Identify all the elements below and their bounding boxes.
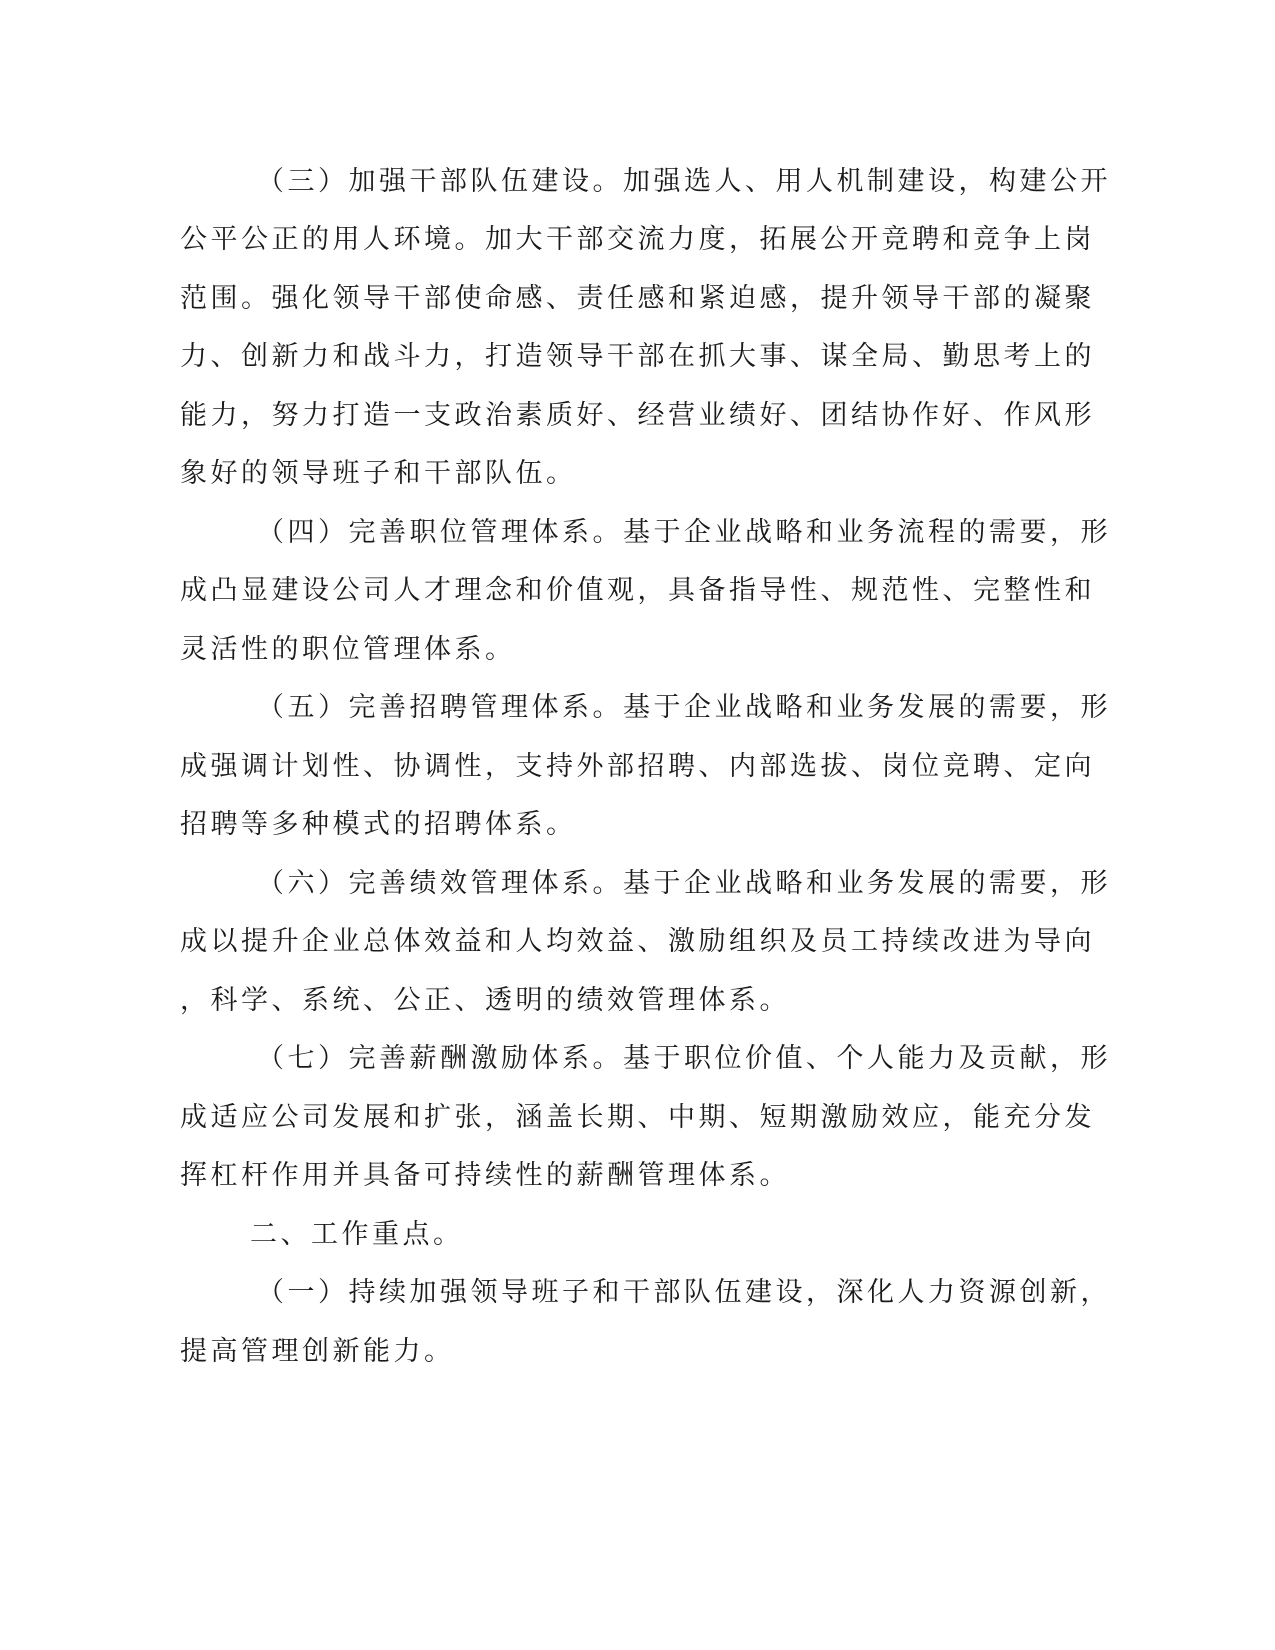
text-line-1 bbox=[0, 152, 1275, 212]
text-line-16-content: （七）完善薪酬激励体系。基于职位价值、个人能力及贡献，形 bbox=[257, 1043, 1111, 1074]
text-line-7 bbox=[0, 503, 1275, 563]
text-line-3 bbox=[0, 269, 1275, 329]
text-line-14 bbox=[0, 912, 1275, 972]
text-line-8-content: 成凸显建设公司人才理念和价值观，具备指导性、规范性、完整性和 bbox=[180, 575, 1095, 606]
text-line-19-content: 二、工作重点。 bbox=[250, 1219, 464, 1250]
text-line-19 bbox=[0, 1205, 1275, 1265]
text-line-17-content: 成适应公司发展和扩张，涵盖长期、中期、短期激励效应，能充分发 bbox=[180, 1102, 1095, 1133]
text-line-13 bbox=[0, 854, 1275, 914]
text-line-11-content: 成强调计划性、协调性，支持外部招聘、内部选拔、岗位竞聘、定向 bbox=[180, 751, 1095, 782]
text-line-11 bbox=[0, 737, 1275, 797]
text-line-18 bbox=[0, 1146, 1275, 1206]
text-line-14-content: 成以提升企业总体效益和人均效益、激励组织及员工持续改进为导向 bbox=[180, 926, 1095, 957]
text-line-20 bbox=[0, 1263, 1275, 1323]
text-line-10 bbox=[0, 678, 1275, 738]
text-line-3-content: 范围。强化领导干部使命感、责任感和紧迫感，提升领导干部的凝聚 bbox=[180, 283, 1095, 314]
text-line-20-content: （一）持续加强领导班子和干部队伍建设，深化人力资源创新， bbox=[257, 1277, 1111, 1308]
text-line-4 bbox=[0, 327, 1275, 387]
text-line-6-content: 象好的领导班子和干部队伍。 bbox=[180, 458, 577, 489]
text-line-17 bbox=[0, 1088, 1275, 1148]
text-line-9-content: 灵活性的职位管理体系。 bbox=[180, 634, 516, 665]
text-line-2-content: 公平公正的用人环境。加大干部交流力度，拓展公开竞聘和竞争上岗 bbox=[180, 224, 1095, 255]
text-line-9 bbox=[0, 620, 1275, 680]
text-line-12 bbox=[0, 795, 1275, 855]
text-line-8 bbox=[0, 561, 1275, 621]
text-line-5-content: 能力，努力打造一支政治素质好、经营业绩好、团结协作好、作风形 bbox=[180, 400, 1095, 431]
text-line-1-content: （三）加强干部队伍建设。加强选人、用人机制建设，构建公开 bbox=[257, 166, 1111, 197]
text-line-12-content: 招聘等多种模式的招聘体系。 bbox=[180, 809, 577, 840]
text-line-16 bbox=[0, 1029, 1275, 1089]
text-line-15 bbox=[0, 971, 1275, 1031]
text-line-13-content: （六）完善绩效管理体系。基于企业战略和业务发展的需要，形 bbox=[257, 868, 1111, 899]
text-line-5 bbox=[0, 386, 1275, 446]
text-line-7-content: （四）完善职位管理体系。基于企业战略和业务流程的需要，形 bbox=[257, 517, 1111, 548]
text-line-15-content: ，科学、系统、公正、透明的绩效管理体系。 bbox=[180, 985, 790, 1016]
text-line-18-content: 挥杠杆作用并具备可持续性的薪酬管理体系。 bbox=[180, 1160, 790, 1191]
text-line-6 bbox=[0, 444, 1275, 504]
text-line-21-content: 提高管理创新能力。 bbox=[180, 1336, 455, 1367]
text-line-2 bbox=[0, 210, 1275, 270]
text-line-4-content: 力、创新力和战斗力，打造领导干部在抓大事、谋全局、勤思考上的 bbox=[180, 341, 1095, 372]
text-line-10-content: （五）完善招聘管理体系。基于企业战略和业务发展的需要，形 bbox=[257, 692, 1111, 723]
text-line-21 bbox=[0, 1322, 1275, 1382]
